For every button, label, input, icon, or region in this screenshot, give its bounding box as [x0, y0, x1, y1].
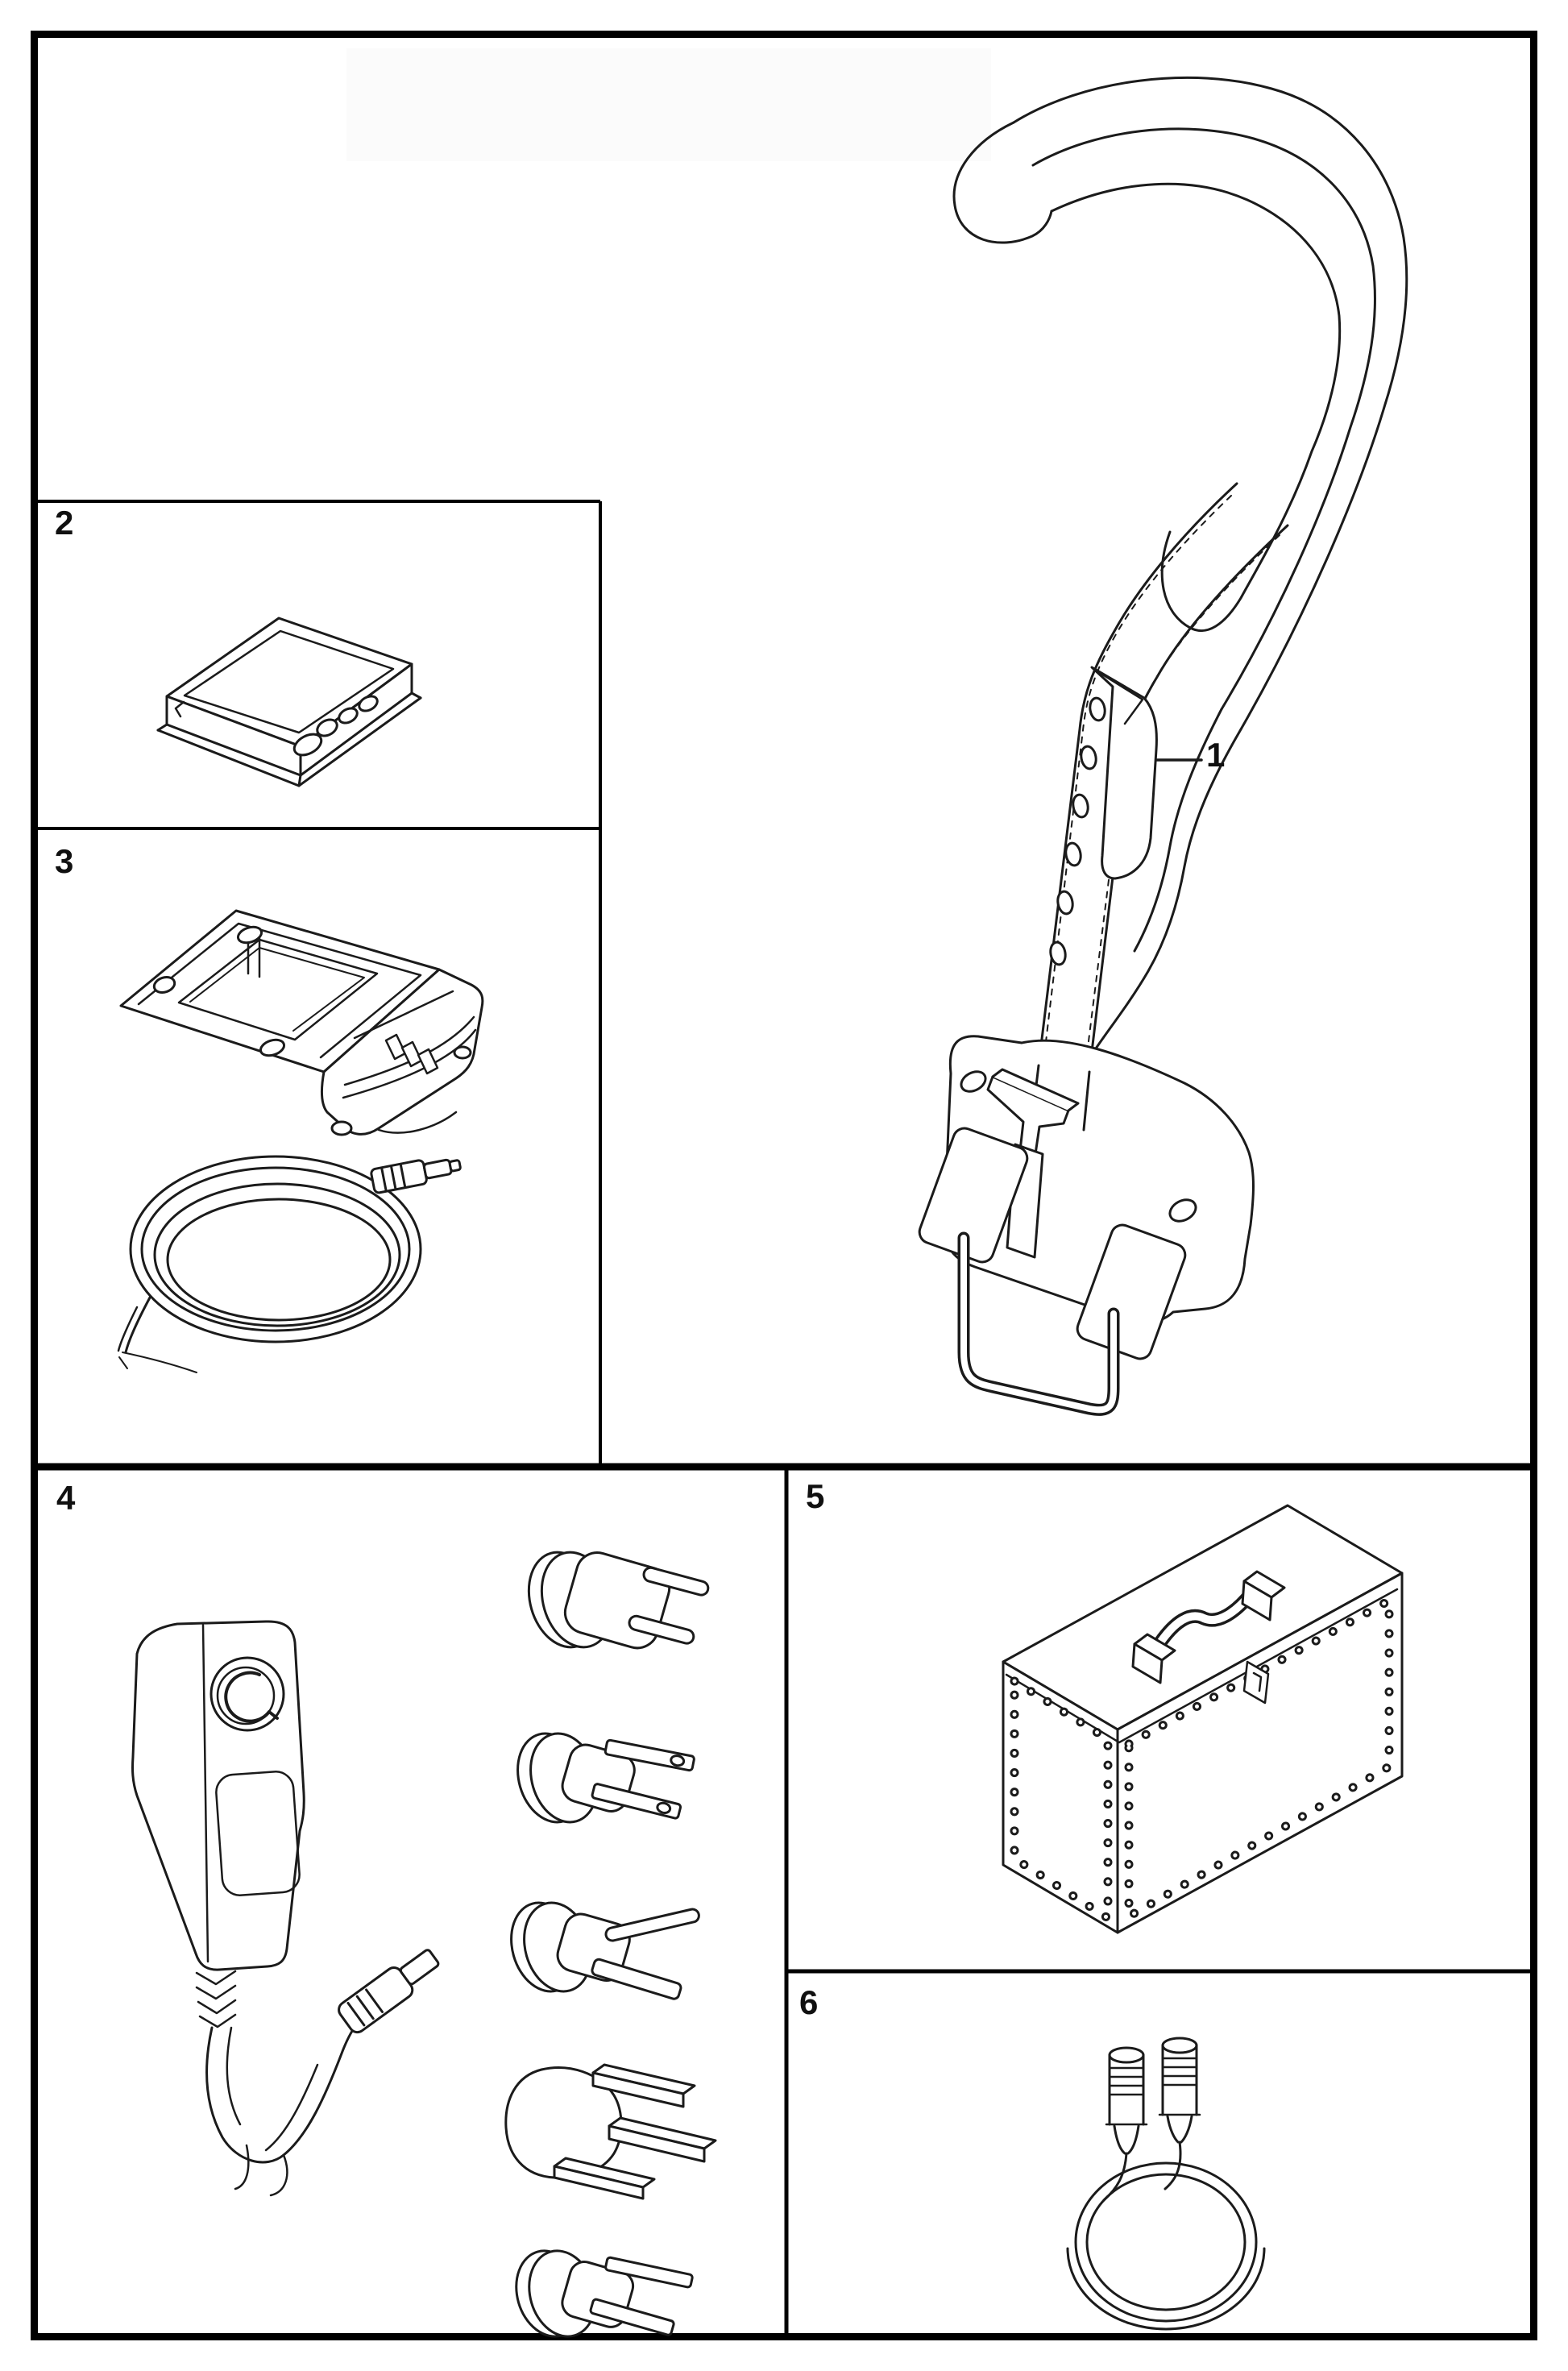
toolbox-art	[1003, 1505, 1402, 1933]
cable-connector-left	[1106, 2048, 1147, 2153]
cable-connector-right	[1159, 2038, 1200, 2142]
panel-5-label: 5	[806, 1477, 825, 1515]
plug-us2-art	[507, 2243, 693, 2344]
plug-set-art	[501, 1544, 716, 2344]
harness-bracket	[916, 1036, 1253, 1410]
harness-pad	[954, 77, 1407, 1056]
battery-art	[158, 618, 421, 786]
adapter-art	[133, 1621, 445, 2195]
plug-eu-art	[518, 1544, 710, 1656]
scan-smudge	[346, 48, 991, 161]
charger-cord-art	[118, 1152, 463, 1372]
panel-3-label: 3	[55, 842, 74, 880]
plug-uk-art	[506, 2065, 716, 2199]
cord-plug	[371, 1152, 463, 1193]
panel-4-label: 4	[56, 1479, 76, 1517]
jumper-cable-art	[1068, 2038, 1264, 2329]
callout-1-label: 1	[1206, 736, 1226, 774]
panel-6-label: 6	[799, 1983, 819, 2021]
panel-2-label: 2	[55, 504, 74, 542]
charger-art	[121, 911, 483, 1135]
plug-au-art	[501, 1895, 700, 2000]
plug-us-art	[508, 1725, 695, 1830]
strap-pocket	[1092, 667, 1156, 878]
harness-art	[916, 77, 1407, 1410]
adapter-plug-tip	[336, 1944, 445, 2036]
